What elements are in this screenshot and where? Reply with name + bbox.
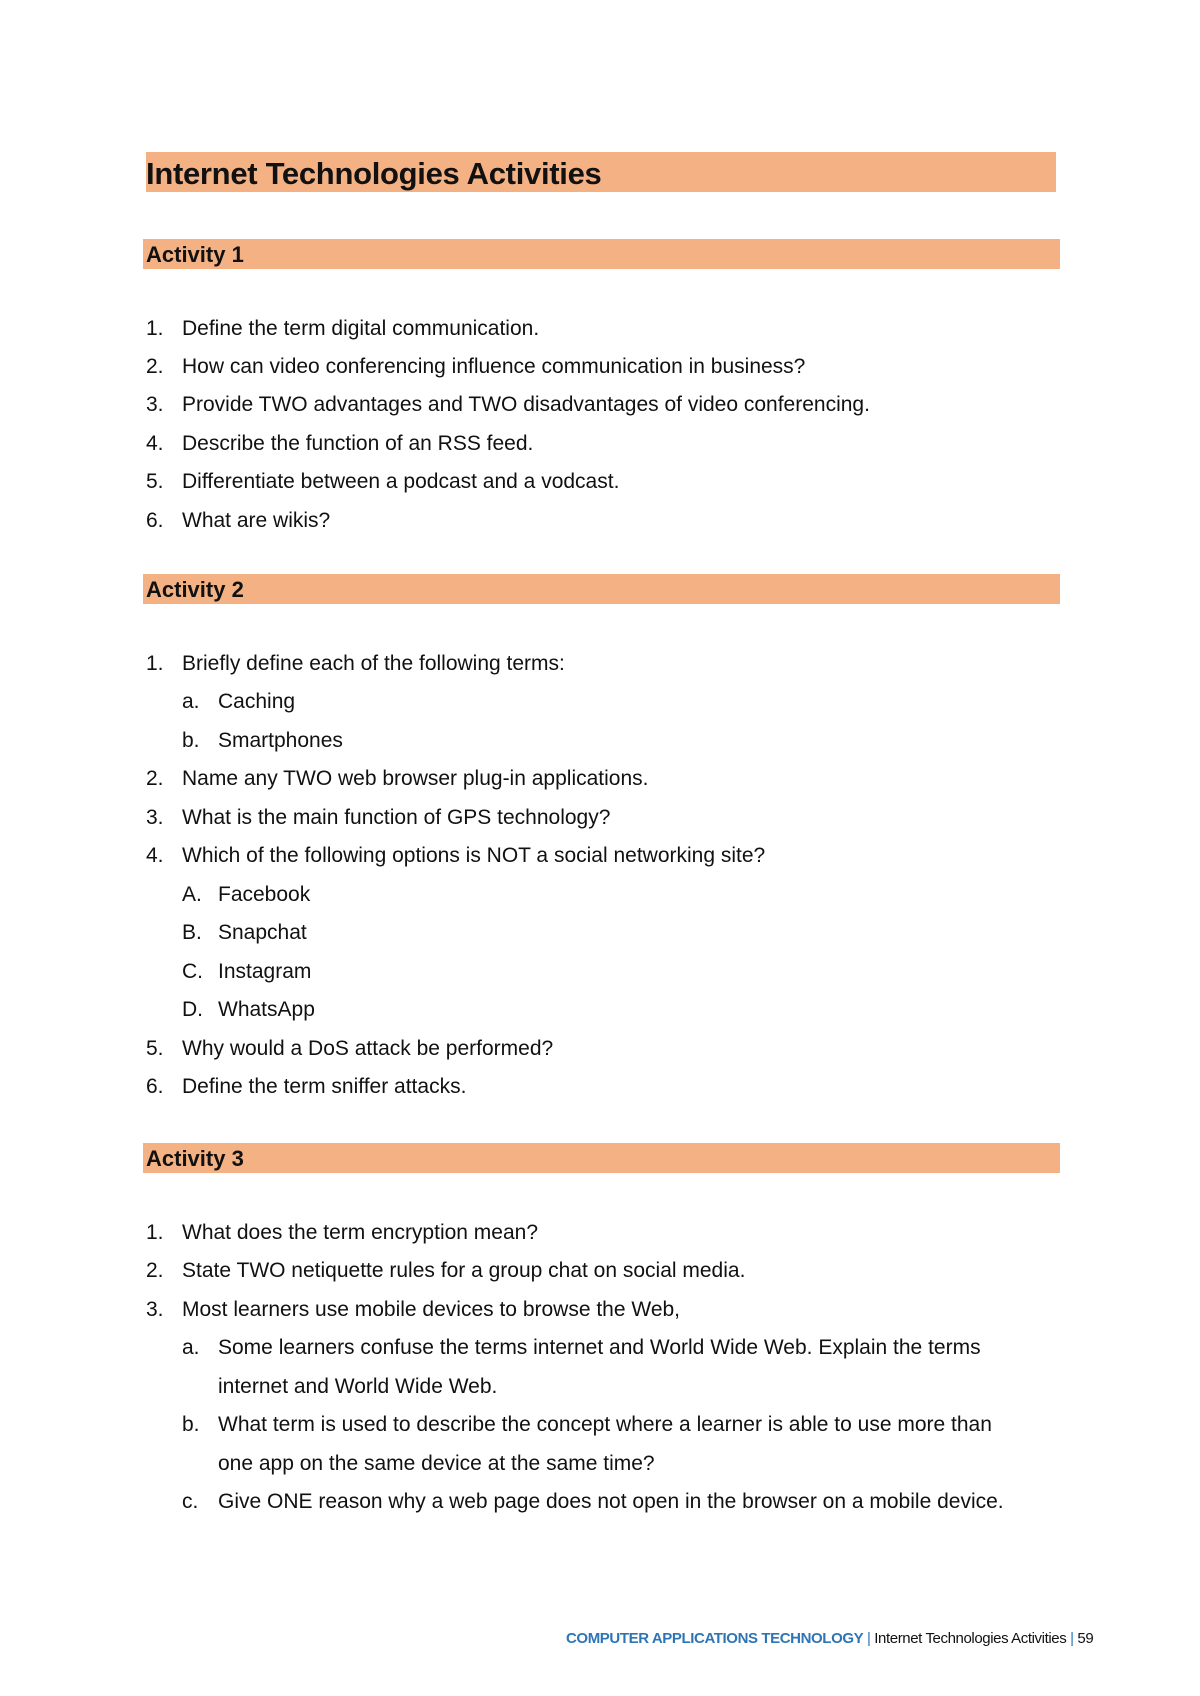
activity-2-heading: Activity 2 (146, 577, 244, 602)
item-text: Define the term digital communication. (182, 317, 540, 340)
item-number: 3. (146, 1298, 164, 1321)
item-number: 2. (146, 355, 164, 378)
item-number: 5. (146, 470, 164, 493)
item-number: 4. (146, 432, 164, 455)
item-text: Differentiate between a podcast and a vodcast. (182, 470, 620, 493)
item-option: D. (182, 998, 203, 1021)
item-text: Smartphones (218, 729, 343, 752)
footer-brand: COMPUTER APPLICATIONS TECHNOLOGY (566, 1630, 864, 1647)
item-text: What are wikis? (182, 509, 331, 532)
item-option: C. (182, 960, 203, 983)
item-number: 6. (146, 1075, 164, 1098)
item-number: 3. (146, 393, 164, 416)
footer-separator: | (867, 1630, 871, 1647)
item-text: Which of the following options is NOT a social networking site? (182, 844, 766, 867)
item-letter: a. (182, 690, 200, 713)
item-text: How can video conferencing influence communication in business? (182, 355, 806, 378)
item-text: What does the term encryption mean? (182, 1221, 539, 1244)
item-text: Describe the function of an RSS feed. (182, 432, 534, 455)
item-text: Provide TWO advantages and TWO disadvantages of video conferencing. (182, 393, 870, 416)
item-text-continued: one app on the same device at the same time? (218, 1452, 655, 1475)
item-text: WhatsApp (218, 998, 315, 1021)
item-number: 2. (146, 1259, 164, 1282)
footer-section: Internet Technologies Activities (874, 1630, 1067, 1647)
item-number: 5. (146, 1037, 164, 1060)
activity-3-heading: Activity 3 (146, 1146, 244, 1171)
item-text-continued: internet and World Wide Web. (218, 1375, 498, 1398)
item-number: 3. (146, 806, 164, 829)
item-number: 6. (146, 509, 164, 532)
footer-separator: | (1070, 1630, 1074, 1647)
page-title-bar (146, 152, 1056, 192)
item-text: What term is used to describe the concept where a learner is able to use more than (218, 1413, 992, 1436)
item-letter: a. (182, 1336, 200, 1359)
page-title: Internet Technologies Activities (146, 156, 602, 191)
item-text: Facebook (218, 883, 311, 906)
item-number: 1. (146, 1221, 164, 1244)
item-number: 2. (146, 767, 164, 790)
item-text: Give ONE reason why a web page does not open in the browser on a mobile device. (218, 1490, 1004, 1513)
page-number: 59 (1077, 1630, 1094, 1647)
item-text: Name any TWO web browser plug-in applications. (182, 767, 649, 790)
item-letter: b. (182, 1413, 200, 1436)
item-text: Briefly define each of the following terms: (182, 652, 565, 675)
item-text: What is the main function of GPS technology? (182, 806, 611, 829)
activity-3-heading-bar (143, 1143, 1060, 1173)
item-text: Define the term sniffer attacks. (182, 1075, 467, 1098)
activity-2-heading-bar (143, 574, 1060, 604)
activity-1-heading-bar (143, 239, 1060, 269)
item-text: Snapchat (218, 921, 307, 944)
item-text: State TWO netiquette rules for a group chat on social media. (182, 1259, 746, 1282)
item-text: Why would a DoS attack be performed? (182, 1037, 554, 1060)
page-footer (566, 1630, 1093, 1647)
item-number: 1. (146, 652, 164, 675)
item-number: 4. (146, 844, 164, 867)
item-text: Most learners use mobile devices to browse the Web, (182, 1298, 681, 1321)
activity-1-heading: Activity 1 (146, 242, 244, 267)
item-letter: b. (182, 729, 200, 752)
item-text: Some learners confuse the terms internet and World Wide Web. Explain the terms (218, 1336, 981, 1359)
item-number: 1. (146, 317, 164, 340)
item-option: A. (182, 883, 202, 906)
item-text: Caching (218, 690, 296, 713)
item-text: Instagram (218, 960, 312, 983)
item-option: B. (182, 921, 202, 944)
item-letter: c. (182, 1490, 199, 1513)
